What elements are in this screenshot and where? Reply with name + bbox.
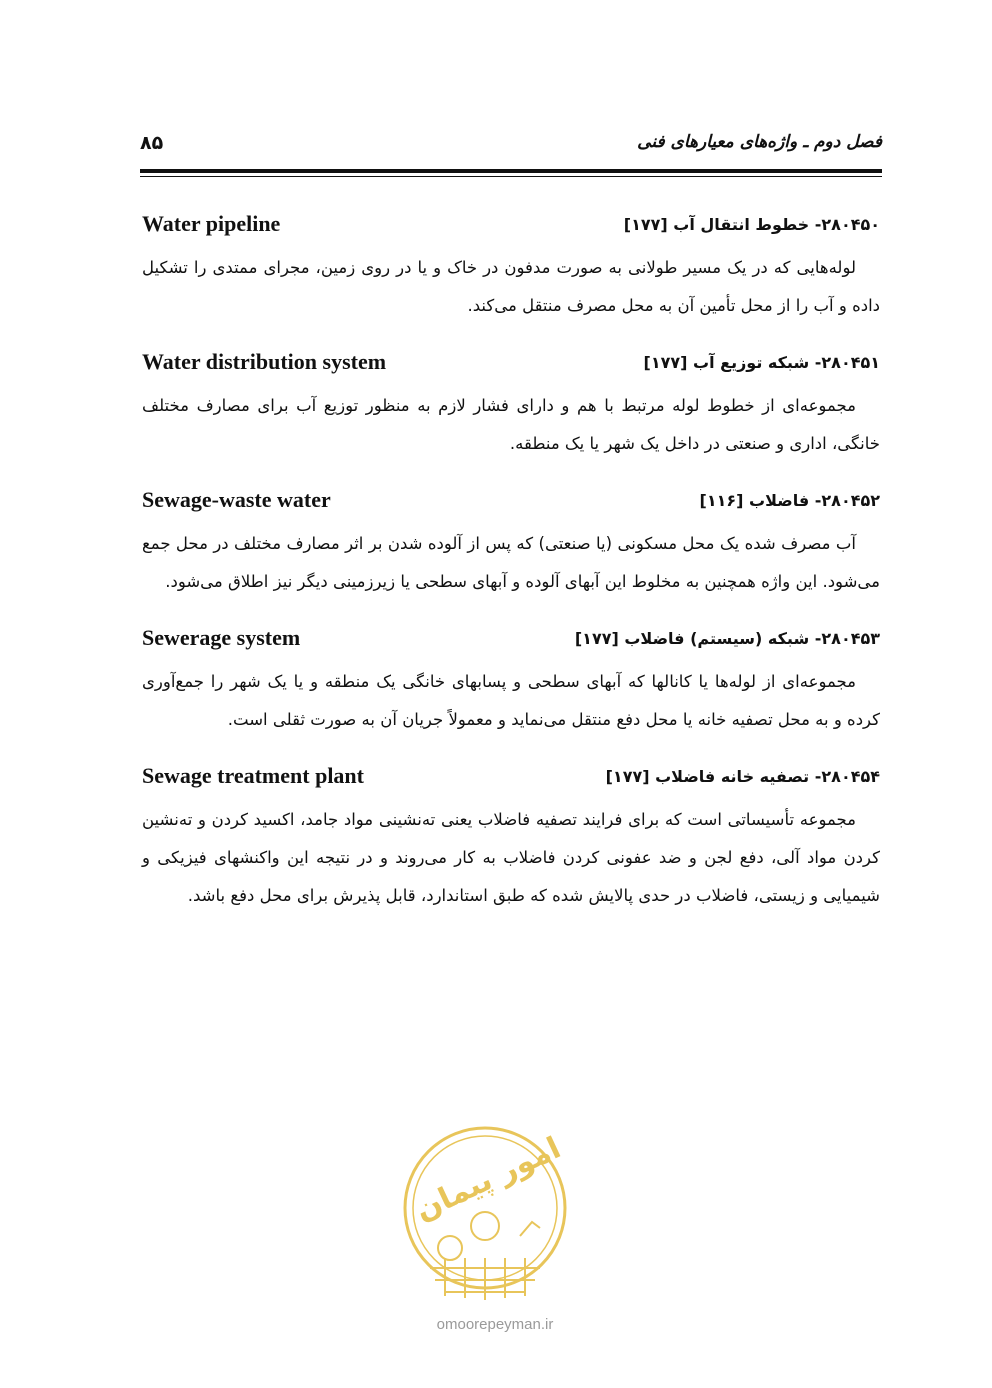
glossary-entry (142, 757, 880, 915)
entry-definition: مجموعه‌ای از خطوط لوله مرتبط با هم و دارای فشار لازم به منظور توزیع آب برای مصارف مختلف خانگی، اداری و صنعتی در داخل یک شهر یا یک منطقه. (142, 396, 880, 453)
english-term: Sewerage system (142, 625, 301, 650)
english-term: Water pipeline (142, 211, 281, 236)
persian-term: ۲۸۰۴۵۰- خطوط انتقال آب [۱۷۷] (623, 215, 880, 234)
glossary-entry (142, 481, 880, 601)
watermark-url: omoorepeyman.ir (436, 1316, 554, 1333)
entry-heading (142, 481, 880, 525)
page-header (140, 128, 882, 168)
header-rule-thick (140, 169, 882, 173)
watermark-logo-icon (400, 1108, 570, 1318)
entry-definition: آب مصرف شده یک محل مسکونی (یا صنعتی) که پس از آلوده شدن بر اثر مصارف مختلف در محل جمع می‌شود. این واژه همچنین به مخلوط این آبهای آلوده و آبهای سطحی یا زیرزمینی دیگر نیز اطلاق می‌شود. (142, 534, 880, 591)
persian-term: ۲۸۰۴۵۲- فاضلاب [۱۱۶] (699, 491, 880, 510)
entry-definition: لوله‌هایی که در یک مسیر طولانی به صورت مدفون در خاک و یا در روی زمین، مجرای ممتدی را تشکیل داده و آب را از محل تأمین آن به محل مصرف منتقل می‌کند. (142, 258, 880, 315)
english-term: Sewage-waste water (142, 487, 331, 512)
running-title: فصل دوم ـ واژه‌های معیارهای فنی (637, 132, 882, 152)
entry-definition: مجموعه تأسیساتی است که برای فرایند تصفیه فاضلاب یعنی ته‌نشینی مواد جامد، اکسید کردن و ته‌نشین کردن مواد آلی، دفع لجن و ضد عفونی کردن فاضلاب به کار می‌روند و در نتیجه این واکنشهای فیزیکی و شیمیایی و زیستی، فاضلاب در حدی پالایش شده که طبق استاندارد، قابل پذیرش برای محل دفع باشد. (142, 810, 880, 905)
glossary-entry (142, 343, 880, 463)
glossary-entry (142, 619, 880, 739)
entry-definition: مجموعه‌ای از لوله‌ها یا کانالها که آبهای سطحی و پسابهای خانگی یک منطقه و یا یک شهر را جمع‌آوری کرده و به محل تصفیه خانه یا محل دفع منتقل می‌نماید و معمولاً جریان آن به صورت ثقلی است. (142, 672, 880, 729)
persian-term: ۲۸۰۴۵۴- تصفیه خانه فاضلاب [۱۷۷] (605, 767, 880, 786)
persian-term: ۲۸۰۴۵۱- شبکه توزیع آب [۱۷۷] (643, 353, 880, 372)
persian-term: ۲۸۰۴۵۳- شبکه (سیستم) فاضلاب [۱۷۷] (574, 629, 880, 648)
glossary-entry (142, 205, 880, 325)
entry-heading (142, 343, 880, 387)
english-term: Water distribution system (142, 349, 387, 374)
page-number: ۸۵ (140, 132, 164, 154)
entry-heading (142, 205, 880, 249)
entry-heading (142, 757, 880, 801)
header-rule-thin (140, 176, 882, 177)
entry-heading (142, 619, 880, 663)
english-term: Sewage treatment plant (142, 763, 364, 788)
svg-text:امور پیمان: امور پیمان (409, 1130, 567, 1229)
glossary-content (142, 205, 880, 933)
